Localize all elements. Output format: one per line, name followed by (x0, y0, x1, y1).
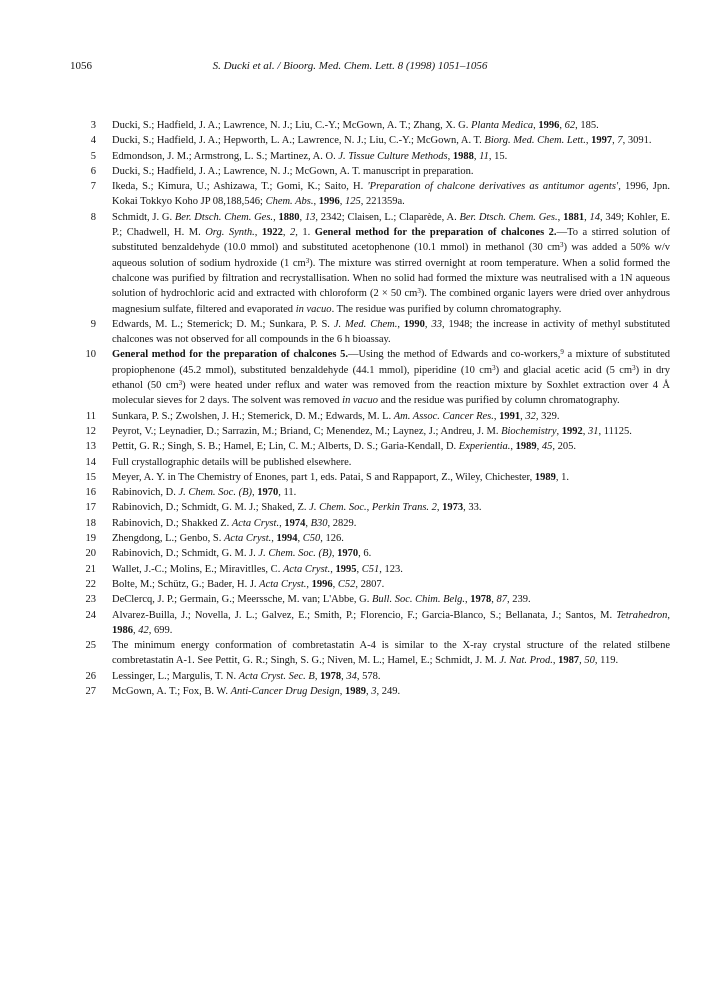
reference-text-run: Anti-Cancer Drug Design (230, 685, 340, 697)
reference-text-run: 3 (371, 685, 377, 697)
reference-text-run: , (473, 150, 480, 162)
reference-number: 23 (85, 594, 96, 606)
reference-text-run: 'Preparation of chalcone derivatives as antitumor agents' (367, 181, 619, 193)
reference-text-run: —Using the method of Edwards and co-workers, (348, 349, 561, 361)
reference-text-run: Chem. Abs. (265, 196, 314, 208)
reference-text-run: Ikeda, S.; Kimura, U.; Ashizawa, T.; Gomi, K.; Saito, H. (112, 181, 368, 193)
reference-text-run: , (279, 517, 285, 529)
reference-text (112, 548, 371, 559)
reference-text-run: , 2807. (355, 578, 385, 590)
reference-text-run: , (331, 548, 338, 560)
superscript: 9 (560, 348, 564, 357)
reference-text-run: , (585, 135, 592, 147)
reference-text (112, 686, 400, 697)
reference-text-run: , 33. (463, 502, 482, 514)
reference-text-run: , 15. (488, 150, 508, 162)
reference-text-run: , (339, 685, 345, 697)
reference-item (70, 347, 670, 408)
reference-text-run: Peyrot, V.; Leynadier, D.; Sarrazin, M.; Briand, C; Menendez, M.; Laynez, J.; Andreu, J. M. (112, 425, 502, 437)
reference-number: 19 (85, 533, 96, 545)
reference-item (70, 500, 670, 515)
reference-text (112, 640, 670, 666)
running-head: S. Ducki et al. / Bioorg. Med. Chem. Lett. 8 (1998) 1051–1056 (212, 60, 488, 72)
reference-text-run: 1970 (337, 548, 359, 560)
reference-text (112, 212, 670, 315)
reference-text (112, 533, 344, 544)
reference-text-run: 13 (304, 211, 316, 223)
reference-text-run: J. Med. Chem. (333, 318, 398, 330)
reference-text-run: , 3091. (622, 135, 652, 147)
reference-text-run: , (305, 517, 311, 529)
reference-item (70, 562, 670, 577)
reference-text-run: , (493, 410, 500, 422)
reference-text-run: 32 (525, 410, 536, 422)
reference-text-run: J. Chem. Soc., Perkin Trans. 2 (309, 502, 437, 514)
reference-number: 21 (85, 563, 96, 575)
reference-text-run: Rabinovich, D.; Schmidt, G. M. J. (112, 548, 259, 560)
reference-text (112, 135, 651, 146)
reference-text-run: Sunkara, P. S.; Zwolshen, J. H.; Stemerick, D. M.; Edwards, M. L. (112, 410, 394, 422)
reference-item (70, 210, 670, 317)
reference-text-run: Ber. Dtsch. Chem. Ges. (459, 211, 558, 223)
reference-text-run: 1996 (538, 120, 560, 131)
reference-text-run: 42 (138, 624, 149, 636)
reference-text-run: , 699. (148, 624, 173, 636)
reference-text-run: , (436, 502, 443, 514)
reference-text-run: B30 (310, 517, 328, 529)
reference-text-run: McGown, A. T.; Fox, B. W. (112, 685, 231, 697)
reference-text-run: 11 (479, 150, 489, 162)
reference-text (112, 518, 356, 529)
reference-text-run: 1987 (558, 655, 580, 667)
reference-text (112, 441, 576, 452)
reference-text-run: 125 (345, 196, 361, 208)
reference-number: 18 (85, 517, 96, 529)
reference-text-run: ) and glacial acetic acid (5 cm (495, 364, 633, 376)
reference-text-run: 1995 (335, 563, 357, 575)
reference-item (70, 516, 670, 531)
reference-text-run: 1881 (563, 211, 585, 223)
reference-text-run: , 1996, Jpn. Kokai Tokkyo Koho JP 08,188,546; (112, 181, 670, 208)
reference-text-run: , (536, 441, 542, 453)
reference-text-run: , 578. (356, 670, 381, 682)
reference-text-run: a mixture of substituted propiophenone (45.2 mmol), substituted benzaldehyde (44.1 mmol), piperidine (10 cm (112, 349, 670, 376)
reference-text-run: The minimum energy conformation of combretastatin A-4 is similar to the X-ray crystal structure of the related stilbene combretastatin A-1. See Pettit, G. R.; Singh, S. G.; Niven, M. L.; Hamel, E.; Schmidt, J. M. (112, 640, 670, 667)
reference-text-run: , (133, 624, 139, 636)
reference-text-run: 2 (290, 227, 296, 239)
reference-text-run: 1978 (320, 670, 342, 682)
reference-text-run: 1997 (591, 135, 613, 147)
reference-text-run: , (313, 196, 319, 208)
reference-text (112, 120, 599, 131)
reference-text-run: , 1. (295, 227, 315, 239)
reference-text (112, 457, 351, 468)
reference-text-run: Acta Cryst. Sec. B (238, 670, 315, 682)
reference-item (70, 179, 670, 210)
reference-item (70, 133, 670, 148)
reference-number: 14 (85, 456, 96, 468)
reference-text-run: Ducki, S.; Hadfield, J. A.; Lawrence, N. J.; Liu, C.-Y.; McGown, A. T.; Zhang, X. G. (112, 120, 471, 131)
reference-text-run: 1989 (344, 685, 366, 697)
reference-number: 12 (85, 425, 96, 437)
reference-number: 3 (90, 120, 96, 131)
reference-text-run: , (273, 211, 279, 223)
reference-text-run: and the residue was purified by column chromatography. (378, 395, 620, 407)
reference-text-run: Ber. Dtsch. Chem. Ges. (174, 211, 274, 223)
reference-text-run: , 119. (594, 655, 619, 667)
reference-number: 24 (85, 609, 96, 621)
reference-text (112, 610, 670, 636)
reference-number: 26 (85, 670, 96, 682)
reference-text-run: , 1948; the increase in activity of methyl substituted chalcones was not observed for all compounds in the 6 h bioassay. (112, 318, 671, 346)
reference-text-run: General method for the preparation of chalcones 2. (314, 227, 557, 239)
reference-text-run: ) was added a 50% w/v aqueous solution of sodium hydroxide (1 cm (112, 242, 671, 269)
reference-text-run: 1989 (515, 441, 537, 453)
reference-text-run: , (424, 318, 432, 330)
reference-text-run: Tetrahedron (616, 609, 668, 621)
reference-text-run: , (552, 655, 559, 667)
reference-text-run: 34 (346, 670, 357, 682)
reference-item (70, 409, 670, 424)
reference-text-run: , 249. (376, 685, 401, 697)
reference-text-run: Bolte, M.; Schütz, G.; Bader, H. J. (112, 578, 260, 590)
reference-text-run: 62 (564, 120, 576, 131)
reference-text-run: , (306, 578, 312, 590)
reference-text (112, 564, 403, 575)
reference-text-run: , (520, 410, 526, 422)
reference-text-run: Zhengdong, L.; Genbo, S. (112, 533, 224, 545)
reference-text-run: 87 (496, 594, 507, 606)
reference-number: 8 (90, 211, 96, 223)
reference-text-run: Ducki, S.; Hadfield, J. A.; Hepworth, L. A.; Lawrence, N. J.; Liu, C.-Y.; McGown, A. T. (112, 135, 485, 147)
reference-text-run: 1974 (284, 517, 306, 529)
reference-text-run: , 126. (320, 533, 344, 545)
reference-text-run: Acta Cryst. (259, 578, 307, 590)
reference-text-run: 1973 (442, 502, 464, 514)
reference-item (70, 577, 670, 592)
reference-text-run: 1988 (452, 150, 474, 162)
reference-text-run: , (582, 425, 588, 437)
reference-text-run: 1992 (561, 425, 583, 437)
reference-item (70, 164, 670, 179)
reference-text-run: —To a stirred solution of substituted benzaldehyde (10.0 mmol) and substituted acetophenone (10.1 mmol) in methanol (30 cm (112, 227, 670, 254)
reference-number: 13 (85, 441, 96, 453)
reference-text (112, 166, 474, 177)
reference-text-run: , (397, 318, 404, 330)
reference-text-run: , (584, 211, 590, 223)
reference-text-run: 14 (589, 211, 600, 223)
reference-text-run: DeClercq, J. P.; Germain, G.; Meerssche, M. van; L'Abbe, G. (112, 594, 372, 606)
reference-text-run: ) were heated under reflux and water was removed from the reaction mixture by Soxhlet extraction over 4 Å molecular sieves for 2 days. The solvent was removed (112, 380, 671, 407)
reference-number: 20 (85, 548, 96, 560)
reference-text-run: , (491, 594, 497, 606)
reference-text-run: J. Chem. Soc. (B) (178, 487, 252, 499)
reference-number: 16 (85, 487, 96, 499)
reference-text-run: 45 (541, 441, 553, 453)
reference-text-run: , 185. (575, 120, 599, 131)
reference-text-run: , (510, 441, 516, 453)
reference-item (70, 439, 670, 454)
reference-text (112, 426, 632, 437)
reference-text-run: 1990 (403, 318, 425, 330)
reference-text-run: ) in dry ethanol (50 cm (112, 364, 670, 392)
reference-text-run: Edwards, M. L.; Stemerick; D. M.; Sunkara, P. S. (112, 318, 334, 330)
reference-text-run: , (365, 685, 372, 697)
reference-text-run: , 11. (278, 487, 297, 499)
reference-item (70, 531, 670, 546)
reference-text-run: , (339, 196, 345, 208)
reference-number: 15 (85, 471, 96, 483)
reference-text-run: Biochemistry (501, 425, 557, 437)
reference-text-run: C51 (361, 563, 380, 575)
reference-text (112, 319, 670, 345)
reference-text (112, 181, 670, 207)
reference-text-run: 1994 (276, 533, 298, 545)
reference-text-run: Biorg. Med. Chem. Lett. (484, 135, 586, 147)
reference-text-run: ). The mixture was stirred overnight at room temperature. When a solid formed the chalcone was purified by filtration and recrystallisation. When no solid had formed the mixture was neutralised with a 1N aqueous solution of hydrochloric acid and extracted with chloroform (2 × 50 cm (112, 257, 670, 300)
reference-text-run: . The residue was purified by column chromatography. (331, 303, 562, 315)
reference-text-run: in vacuo (295, 303, 332, 315)
reference-text-run: , 1. (555, 471, 569, 483)
reference-text-run: , 239. (507, 594, 531, 606)
reference-text-run: , (667, 609, 670, 621)
reference-text-run: , 205. (552, 441, 577, 453)
reference-item (70, 118, 670, 133)
reference-text-run: 7 (617, 135, 623, 147)
reference-text-run: 1986 (112, 624, 133, 636)
reference-text-run: Lessinger, L.; Margulis, T. N. (112, 670, 239, 682)
reference-text-run: Acta Cryst. (231, 517, 280, 529)
reference-text-run: Rabinovich, D. (112, 487, 179, 499)
reference-text-run: Experientia. (458, 441, 511, 453)
reference-text-run: , (579, 655, 585, 667)
reference-text-run: General method for the preparation of chalcones 5. (112, 349, 349, 361)
reference-text-run: , 123. (379, 563, 403, 575)
reference-item (70, 684, 670, 699)
reference-text-run: 1996 (311, 578, 333, 590)
superscript: 3 (632, 363, 636, 372)
reference-text-run: 33 (431, 318, 442, 330)
reference-list (70, 118, 670, 699)
reference-item (70, 669, 670, 684)
reference-number: 7 (90, 181, 96, 193)
reference-text-run: J. Chem. Soc. (B) (258, 548, 332, 560)
reference-text-run: 1989 (534, 471, 556, 483)
reference-text-run: ). The combined organic layers were dried over anhydrous magnesium sulfate, filtered and evaporated (112, 288, 670, 315)
reference-text-run: Rabinovich, D.; Shakked Z. (112, 517, 232, 529)
reference-number: 6 (90, 165, 96, 177)
superscript: 3 (560, 241, 564, 250)
reference-text-run: , 11125. (598, 425, 632, 437)
reference-text-run: 31 (588, 425, 599, 437)
reference-text-run: , (330, 563, 336, 575)
reference-text-run: , (612, 135, 618, 147)
reference-text-run: 1978 (470, 594, 492, 606)
reference-text-run: , 6. (358, 548, 372, 560)
reference-text-run: , (251, 487, 258, 499)
reference-text (112, 151, 507, 162)
reference-text-run: 1991 (499, 410, 521, 422)
reference-text-run: , 2342; Claisen, L.; Claparède, A. (315, 211, 460, 223)
page-number: 1056 (70, 60, 92, 72)
reference-item (70, 485, 670, 500)
reference-number: 17 (85, 502, 96, 514)
reference-item (70, 470, 670, 485)
reference-item (70, 608, 670, 639)
reference-text-run: , (556, 425, 562, 437)
reference-text-run: J. Tissue Culture Methods (338, 150, 448, 162)
reference-text-run: , (271, 533, 277, 545)
reference-number: 25 (85, 640, 96, 652)
reference-text-run: , 349; Kohler, E. P.; Chadwell, H. M. (112, 211, 671, 239)
superscript: 3 (178, 379, 183, 388)
reference-text-run: Acta Cryst. (224, 533, 272, 545)
reference-text-run: 50 (584, 655, 595, 667)
reference-text-run: Schmidt, J. G. (112, 211, 175, 223)
reference-text (112, 349, 670, 406)
reference-text-run: Acta Cryst. (282, 563, 331, 575)
reference-number: 10 (85, 349, 96, 361)
reference-text-run: Planta Medica (471, 120, 534, 131)
reference-number: 4 (90, 135, 96, 147)
reference-text (112, 671, 380, 682)
reference-text-run: , (559, 120, 565, 131)
reference-number: 9 (90, 318, 96, 330)
reference-text (112, 502, 482, 513)
superscript: 3 (305, 256, 310, 265)
superscript: 3 (417, 287, 421, 296)
reference-number: 5 (90, 150, 96, 162)
reference-text-run: 1996 (318, 196, 340, 208)
reference-text (112, 579, 384, 590)
reference-text-run: , (356, 563, 362, 575)
reference-text-run: C50 (302, 533, 321, 545)
reference-text-run: in vacuo (342, 395, 379, 407)
reference-text-run: Am. Assoc. Cancer Res. (393, 410, 494, 422)
reference-text-run: Bull. Soc. Chim. Belg. (371, 594, 465, 606)
reference-text-run: , (297, 533, 303, 545)
reference-text-run: , (254, 227, 262, 239)
page-header (70, 60, 630, 74)
reference-text (112, 487, 296, 498)
reference-text-run: 1970 (257, 487, 279, 499)
reference-text (112, 411, 559, 422)
reference-text-run: Full crystallographic details will be published elsewhere. (112, 456, 352, 468)
reference-text-run: Pettit, G. R.; Singh, S. B.; Hamel, E; Lin, C. M.; Alberts, D. S.; Garia-Kendall, D. (112, 441, 459, 453)
reference-text-run: , (465, 594, 471, 606)
reference-item (70, 592, 670, 607)
reference-text-run: Meyer, A. Y. in The Chemistry of Enones, part 1, eds. Patai, S and Rappaport, Z., Wiley, Chichester, (112, 471, 535, 483)
reference-text-run: Org. Synth. (205, 227, 255, 239)
reference-item (70, 638, 670, 669)
reference-number: 11 (85, 410, 96, 422)
reference-text-run: Ducki, S.; Hadfield, J. A.; Lawrence, N. J.; McGown, A. T. manuscript in preparation. (112, 165, 474, 177)
reference-text-run: , (332, 578, 338, 590)
reference-text-run: , 329. (535, 410, 560, 422)
reference-text (112, 472, 569, 483)
reference-text-run: J. Nat. Prod. (499, 655, 553, 667)
reference-item (70, 149, 670, 164)
reference-text (112, 594, 531, 605)
superscript: 3 (492, 363, 496, 372)
reference-text-run: , 221359a. (360, 196, 405, 208)
reference-text-run: 1922 (261, 227, 283, 239)
reference-text-run: C52 (337, 578, 356, 590)
reference-number: 27 (85, 685, 96, 697)
reference-item (70, 317, 670, 348)
reference-text-run: , (299, 211, 305, 223)
reference-text-run: , (557, 211, 564, 223)
reference-text-run: Edmondson, J. M.; Armstrong, L. S.; Martinez, A. O. (112, 150, 339, 162)
reference-item (70, 424, 670, 439)
reference-text-run: , (447, 150, 453, 162)
reference-text-run: Alvarez-Builla, J.; Novella, J. L.; Galvez, E.; Smith, P.; Florencio, F.; Garcia-Blanco, S.; Bellanata, J.; Santos, M. (112, 609, 617, 621)
reference-text-run: Wallet, J.-C.; Molins, E.; Miravitlles, C. (112, 563, 283, 575)
reference-text-run: 1880 (278, 211, 300, 223)
reference-text-run: , (282, 227, 290, 239)
reference-text-run: Rabinovich, D.; Schmidt, G. M. J.; Shaked, Z. (112, 502, 310, 514)
reference-text-run: , (533, 120, 539, 131)
reference-item (70, 546, 670, 561)
reference-text-run: , (341, 670, 347, 682)
reference-item (70, 455, 670, 470)
reference-text-run: , 2829. (327, 517, 357, 529)
reference-text-run: , (314, 670, 321, 682)
reference-number: 22 (85, 578, 96, 590)
